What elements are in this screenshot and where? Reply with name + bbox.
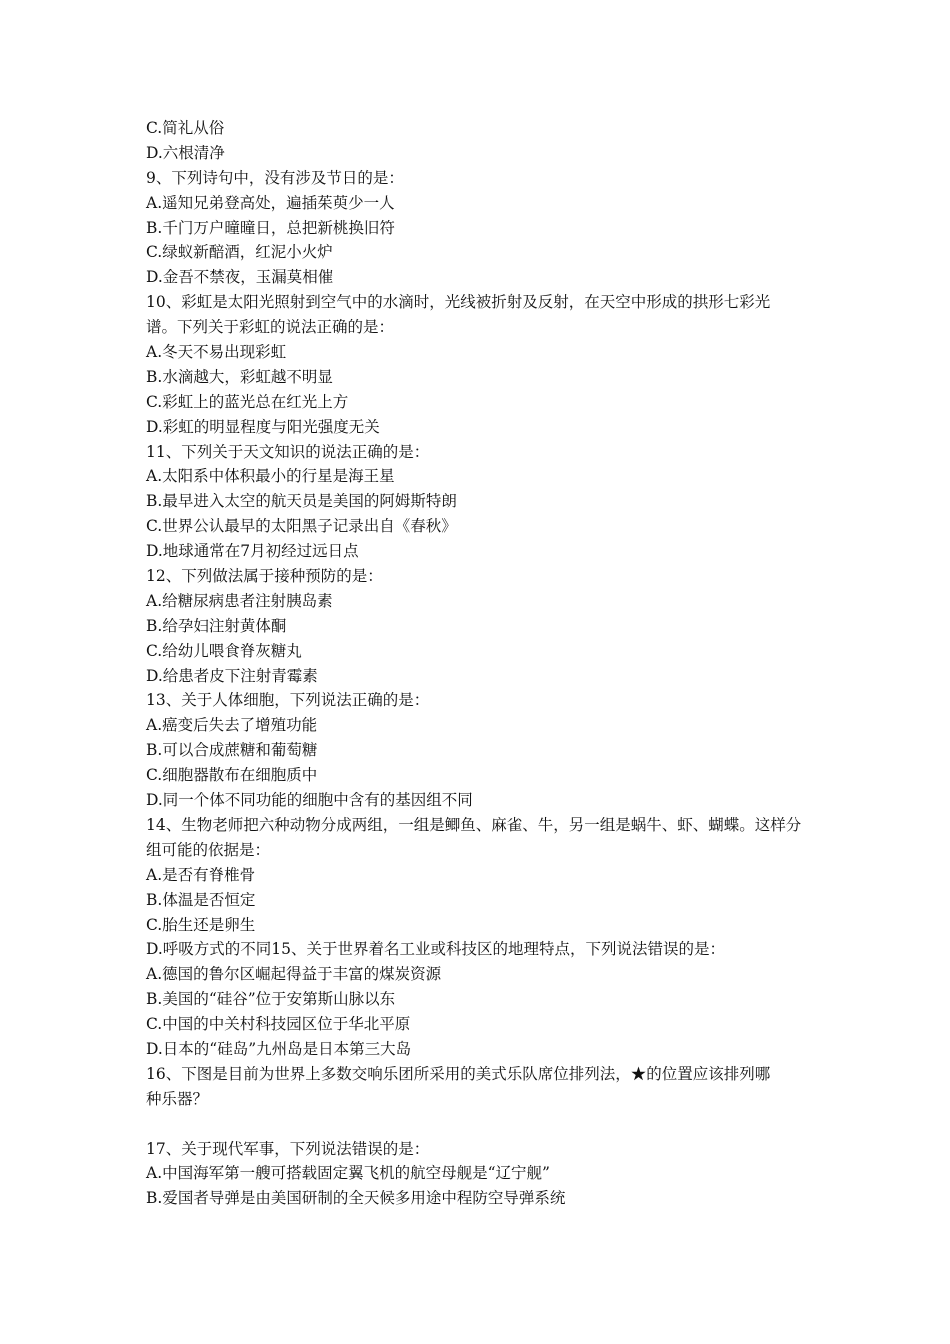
text-line: D.彩虹的明显程度与阳光强度无关 xyxy=(146,417,380,436)
text-line: A.是否有脊椎骨 xyxy=(146,865,256,884)
text-line: D.同一个体不同功能的细胞中含有的基因组不同 xyxy=(146,791,473,810)
text-line: B.水滴越大，彩虹越不明显 xyxy=(146,367,333,386)
document-body xyxy=(146,116,816,1211)
text-line: A.癌变后失去了增殖功能 xyxy=(146,716,318,735)
text-line: D.金吾不禁夜，玉漏莫相催 xyxy=(146,268,334,287)
text-line: D.日本的“硅岛”九州岛是日本第三大岛 xyxy=(146,1039,412,1058)
text-line: D.地球通常在7月初经过远日点 xyxy=(146,542,359,561)
blank-line xyxy=(146,1112,816,1137)
text-line: B.最早进入太空的航天员是美国的阿姆斯特朗 xyxy=(146,492,457,511)
text-line: 组可能的依据是： xyxy=(146,840,271,859)
text-line: B.可以合成蔗糖和葡萄糖 xyxy=(146,741,318,760)
text-line: 16、下图是目前为世界上多数交响乐团所采用的美式乐队席位排列法，★的位置应该排列哪 xyxy=(146,1064,771,1083)
text-line: B.爱国者导弹是由美国研制的全天候多用途中程防空导弹系统 xyxy=(146,1189,566,1208)
text-line: 13、关于人体细胞，下列说法正确的是： xyxy=(146,691,430,710)
text-line: C.胎生还是卵生 xyxy=(146,915,256,934)
text-line: C.绿蚁新醅酒，红泥小火炉 xyxy=(146,243,333,262)
text-line: 10、彩虹是太阳光照射到空气中的水滴时，光线被折射及反射，在天空中形成的拱形七彩光 xyxy=(146,293,771,312)
text-line: A.遥知兄弟登高处，遍插茱萸少一人 xyxy=(146,193,395,212)
text-line: A.中国海军第一艘可搭载固定翼飞机的航空母舰是“辽宁舰” xyxy=(146,1164,550,1183)
text-line: 谱。下列关于彩虹的说法正确的是： xyxy=(146,318,395,337)
text-line: C.给幼儿喂食脊灰糖丸 xyxy=(146,641,302,660)
text-line: D.六根清净 xyxy=(146,143,225,162)
text-line: 14、生物老师把六种动物分成两组，一组是鲫鱼、麻雀、牛，另一组是蜗牛、虾、蝴蝶。这样分 xyxy=(146,815,802,834)
text-line: C.彩虹上的蓝光总在红光上方 xyxy=(146,392,349,411)
text-line: 12、下列做法属于接种预防的是： xyxy=(146,567,383,586)
text-line: B.给孕妇注射黄体酮 xyxy=(146,616,287,635)
text-line: C.世界公认最早的太阳黑子记录出自《春秋》 xyxy=(146,517,457,536)
text-line: D.呼吸方式的不同15、关于世界着名工业或科技区的地理特点，下列说法错误的是： xyxy=(146,940,726,959)
text-line: 11、下列关于天文知识的说法正确的是： xyxy=(146,442,430,461)
text-line: A.德国的鲁尔区崛起得益于丰富的煤炭资源 xyxy=(146,965,442,984)
text-line: B.美国的“硅谷”位于安第斯山脉以东 xyxy=(146,990,396,1009)
text-line: 种乐器？ xyxy=(146,1089,209,1108)
text-line: A.冬天不易出现彩虹 xyxy=(146,343,287,362)
text-line: C.细胞器散布在细胞质中 xyxy=(146,766,318,785)
text-line: A.给糖尿病患者注射胰岛素 xyxy=(146,591,333,610)
text-line: B.千门万户曈曈日，总把新桃换旧符 xyxy=(146,218,395,237)
text-line: 17、关于现代军事，下列说法错误的是： xyxy=(146,1139,430,1158)
text-line: 9、下列诗句中，没有涉及节日的是： xyxy=(146,168,404,187)
text-line: A.太阳系中体积最小的行星是海王星 xyxy=(146,467,395,486)
text-line: C.中国的中关村科技园区位于华北平原 xyxy=(146,1015,411,1034)
text-line: B.体温是否恒定 xyxy=(146,890,256,909)
text-line: C.简礼从俗 xyxy=(146,119,225,137)
text-line: D.给患者皮下注射青霉素 xyxy=(146,666,318,685)
